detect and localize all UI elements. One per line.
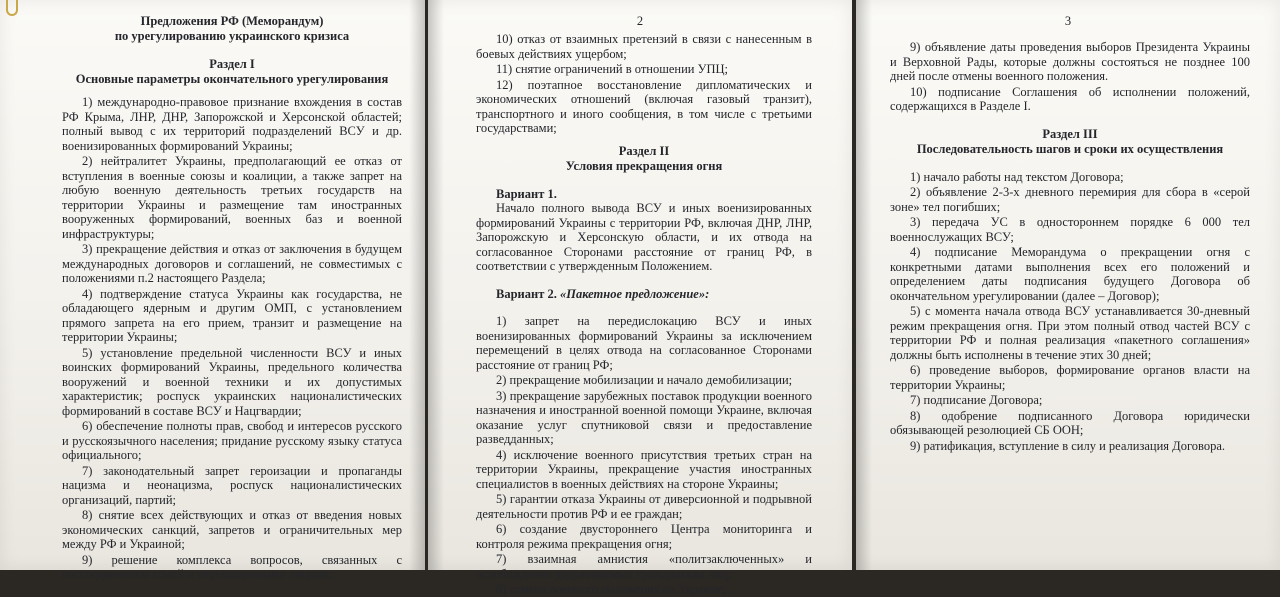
list-item: 10) отказ от взаимных претензий в связи с нанесенным в боевых действиях ущербом; bbox=[476, 32, 812, 61]
section-title: Основные параметры окончательного урегулирования bbox=[75, 72, 389, 86]
page-number: 3 bbox=[1064, 14, 1072, 28]
page-2-content bbox=[476, 32, 812, 597]
list-item: 1) запрет на передислокацию ВСУ и иных военизированных формирований Украины за исключением перемещений в целях отвода на согласованное Сторонами расстояние от границ РФ; bbox=[476, 314, 812, 372]
document-subtitle: по урегулированию украинского кризиса bbox=[114, 29, 350, 43]
section-number: Раздел I bbox=[209, 57, 255, 71]
list-item: 1) начало работы над текстом Договора; bbox=[910, 169, 1124, 184]
list-item: 3) прекращение действия и отказ от заключения в будущем международных договоров и соглашений, не совместимых с положениями п.2 настоящего Раздела; bbox=[62, 242, 402, 285]
document-page-3 bbox=[856, 0, 1280, 570]
list-item: 1) международно-правовое признание вхождения в состав РФ Крыма, ЛНР, ДНР, Запорожской и Херсонской областей; полный вывод с их территорий подразделений ВСУ и др. военизированных формирований Украины; bbox=[62, 95, 402, 153]
list-item: 5) гарантии отказа Украины от диверсионной и подрывной деятельности против РФ и ее граждан; bbox=[476, 492, 812, 521]
list-item: 4) исключение военного присутствия третьих стран на территории Украины, прекращение участия иностранных специалистов в военных действиях на стороне Украины; bbox=[476, 447, 812, 491]
variant-2-label: Вариант 2. bbox=[496, 286, 557, 301]
item-list bbox=[476, 314, 812, 597]
document-title: Предложения РФ (Меморандум) bbox=[140, 14, 324, 28]
list-item: 8) снятие всех действующих и отказ от введения новых экономических санкций, запретов и ограничительных мер между РФ и Украиной; bbox=[62, 508, 402, 551]
page-3-content bbox=[890, 40, 1250, 453]
list-item: 9) ратификация, вступление в силу и реализация Договора. bbox=[910, 438, 1226, 453]
item-list bbox=[476, 32, 812, 136]
list-item: 9) объявление даты проведения выборов Президента Украины и Верховной Рады, которые должны состояться не позднее 100 дней после отмены военного положения. bbox=[890, 40, 1250, 83]
variant-1-text: Начало полного вывода ВСУ и иных военизированных формирований Украины с территории РФ, включая ДНР, ЛНР, Запорожскую и Херсонскую области, и их отвода на согласованное Сторонами расстояние от границ РФ, в соответствии с утвержденным Положением. bbox=[476, 201, 812, 273]
list-item: 8) одобрение подписанного Договора юридически обязывающей резолюцией СБ ООН; bbox=[890, 408, 1250, 437]
list-item: 8) отмена военного положения на Украине; bbox=[496, 582, 727, 596]
list-item: 4) подписание Меморандума о прекращении огня с конкретными датами выполнения всех его положений и определением даты подписания будущего Договора об окончательном урегулировании (далее – Договор); bbox=[890, 245, 1250, 303]
list-item: 3) прекращение зарубежных поставок продукции военного назначения и иностранной военной помощи Украине, включая оказание услуг спутниковой связи и предоставление разведданных; bbox=[476, 388, 812, 446]
item-list bbox=[62, 95, 402, 582]
list-item: 9) решение комплекса вопросов, связанных с воссоединением семей и перемещенными лицами; bbox=[62, 552, 402, 581]
list-item: 2) прекращение мобилизации и начало демобилизации; bbox=[496, 373, 793, 387]
item-list bbox=[890, 40, 1250, 114]
list-item: 10) подписание Соглашения об исполнении положений, содержащихся в Разделе I. bbox=[890, 84, 1250, 113]
item-list bbox=[890, 170, 1250, 454]
list-item: 12) поэтапное восстановление дипломатических и экономических отношений (включая газовый транзит), транспортного и иного сообщения, в том числе с третьими государствами; bbox=[476, 77, 812, 135]
list-item: 6) обеспечение полноты прав, свобод и интересов русского и русскоязычного населения; придание русскому языку статуса официального; bbox=[62, 419, 402, 462]
list-item: 5) с момента начала отвода ВСУ устанавливается 30-дневный режим прекращения огня. При этом полный отвод частей ВСУ с территории РФ и полная реализация «пакетного соглашения» должны быть исполнены в течение этих 30 дней; bbox=[890, 304, 1250, 362]
list-item: 6) проведение выборов, формирование органов власти на территории Украины; bbox=[890, 363, 1250, 392]
list-item: 5) установление предельной численности ВСУ и иных воинских формирований Украины, предельного количества вооружений и военной техники и их допустимых характеристик; роспуск украинских националистических формирований в составе ВСУ и Нацгвардии; bbox=[62, 345, 402, 418]
section-title: Условия прекращения огня bbox=[565, 158, 723, 173]
section-number: Раздел II bbox=[618, 143, 670, 158]
section-number: Раздел III bbox=[1042, 126, 1098, 141]
list-item: 3) передача УС в одностороннем порядке 6 000 тел военнослужащих ВСУ; bbox=[890, 215, 1250, 244]
variant-2-heading bbox=[476, 287, 812, 302]
section-title: Последовательность шагов и сроки их осуществления bbox=[916, 141, 1224, 156]
list-item: 7) подписание Договора; bbox=[910, 393, 1043, 407]
page-1-content bbox=[62, 14, 402, 582]
list-item: 2) объявление 2-3-х дневного перемирия для сбора в «серой зоне» тел погибших; bbox=[890, 185, 1250, 214]
document-page-1 bbox=[0, 0, 425, 581]
list-item: 6) создание двустороннего Центра мониторинга и контроля режима прекращения огня; bbox=[476, 522, 812, 551]
variant-1-label: Вариант 1. bbox=[496, 186, 557, 201]
page-number: 2 bbox=[636, 14, 644, 28]
paper-clip-icon bbox=[6, 0, 18, 16]
list-item: 4) подтверждение статуса Украины как государства, не обладающего ядерным и другим ОМП, с установлением прямого запрета на его прием, транзит и размещение на территории Украины; bbox=[62, 286, 402, 344]
list-item: 11) снятие ограничений в отношении УПЦ; bbox=[496, 62, 728, 76]
list-item: 2) нейтралитет Украины, предполагающий ее отказ от вступления в военные союзы и коалиции, а также запрет на любую военную деятельность третьих государств на территории Украины и размещение там иностранных вооруженных формирований, военных баз и военной инфраструктуры; bbox=[62, 154, 402, 241]
variant-2-title: «Пакетное предложение»: bbox=[559, 286, 710, 301]
list-item: 7) взаимная амнистия «политзаключенных» и освобождение удерживаемых гражданских лиц; bbox=[476, 552, 812, 581]
document-page-2 bbox=[428, 0, 852, 596]
list-item: 7) законодательный запрет героизации и пропаганды нацизма и неонацизма, роспуск националистических организаций, партий; bbox=[62, 463, 402, 507]
